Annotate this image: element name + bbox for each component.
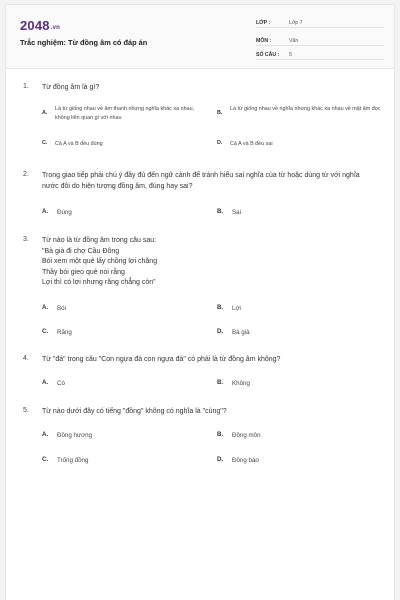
question-number: 4. xyxy=(23,355,29,362)
option-text: Là từ giống nhau về nghĩa nhưng khác xa nhau về mặt âm đọc xyxy=(230,106,381,112)
option-text: Không xyxy=(232,380,250,387)
option-text: Có xyxy=(57,380,65,387)
option-letter: A. xyxy=(42,379,49,386)
question-number: 3. xyxy=(23,236,29,243)
meta-class-value: Lớp 7 xyxy=(289,20,303,26)
question-line: Bói xem một quẻ lấy chồng lợi chăng xyxy=(42,258,158,265)
option-text: Đồng hương xyxy=(57,432,93,439)
option-letter: B. xyxy=(217,379,224,386)
question-number: 5. xyxy=(23,407,29,414)
option-text: Là từ giống nhau về âm thanh nhưng nghĩa khác xa nhau, không liên quan gì với nhau xyxy=(55,106,195,121)
option-text: Trống đồng xyxy=(57,457,89,464)
site-logo[interactable] xyxy=(20,18,60,33)
option-letter: A. xyxy=(42,431,49,438)
logo-text: 2048 xyxy=(20,18,50,33)
option-letter: C. xyxy=(42,140,48,146)
quiz-header xyxy=(6,5,394,69)
question-line: Từ nào là từ đồng âm trong câu sau: xyxy=(42,237,157,244)
option-letter: D. xyxy=(217,328,224,335)
option-letter: A. xyxy=(42,208,49,215)
meta-count-label: SỐ CÂU : xyxy=(256,52,280,58)
option-text: Răng xyxy=(57,329,72,336)
question-text xyxy=(42,236,382,289)
option-text: Sai xyxy=(232,209,241,216)
option-letter: B. xyxy=(217,110,223,116)
meta-subject xyxy=(256,36,384,46)
question-text: Từ đồng âm là gì? xyxy=(42,84,100,91)
question-line: Thầy bói gieo quẻ nói rằng xyxy=(42,268,125,276)
meta-question-count xyxy=(256,50,384,60)
question-number: 2. xyxy=(23,171,29,178)
option-letter: B. xyxy=(217,304,224,311)
quiz-sheet xyxy=(5,4,395,600)
question-line: Lợi thì có lợi nhưng răng chẳng còn" xyxy=(42,279,156,286)
option-letter: B. xyxy=(217,208,224,215)
option-letter: C. xyxy=(42,328,49,335)
meta-count-value: 5 xyxy=(289,52,292,58)
option-text: Cả A và B đều đúng xyxy=(55,141,103,147)
option-letter: A. xyxy=(42,304,49,311)
meta-subject-value: Văn xyxy=(289,38,299,44)
meta-class xyxy=(256,18,384,28)
question-text: Trong giao tiếp phải chú ý đầy đủ đến ngữ cảnh để tránh hiểu sai nghĩa của từ hoặc dùng từ với nghĩa nước đôi do hiện tượng đồng âm, đúng hay sai? xyxy=(42,172,360,190)
option-text: Đồng bào xyxy=(232,457,259,464)
option-text: Lợi xyxy=(232,305,241,312)
option-letter: B. xyxy=(217,431,224,438)
question-text: Từ "đá" trong câu "Con ngựa đá con ngựa đá" có phải là từ đồng âm không? xyxy=(42,356,281,363)
meta-class-label: LỚP : xyxy=(256,20,271,26)
option-text: Đồng môn xyxy=(232,432,261,439)
question-text: Từ nào dưới đây có tiếng "đồng" không có nghĩa là "cùng"? xyxy=(42,408,227,415)
question-line: "Bà già đi chợ Cầu Đông xyxy=(42,247,120,255)
question-number: 1. xyxy=(23,83,29,90)
option-text: Bói xyxy=(57,305,66,312)
logo-suffix: .vn xyxy=(50,25,61,31)
option-letter: A. xyxy=(42,110,48,116)
option-text: Đúng xyxy=(57,209,72,216)
meta-subject-label: MÔN : xyxy=(256,38,272,44)
option-letter: C. xyxy=(42,456,49,463)
option-text: Cả A và B đều sai xyxy=(230,141,273,147)
option-text: Bà già xyxy=(232,329,250,336)
option-letter: D. xyxy=(217,140,223,146)
option-letter: D. xyxy=(217,456,224,463)
quiz-title: Trắc nghiệm: Từ đồng âm có đáp án xyxy=(20,38,148,47)
